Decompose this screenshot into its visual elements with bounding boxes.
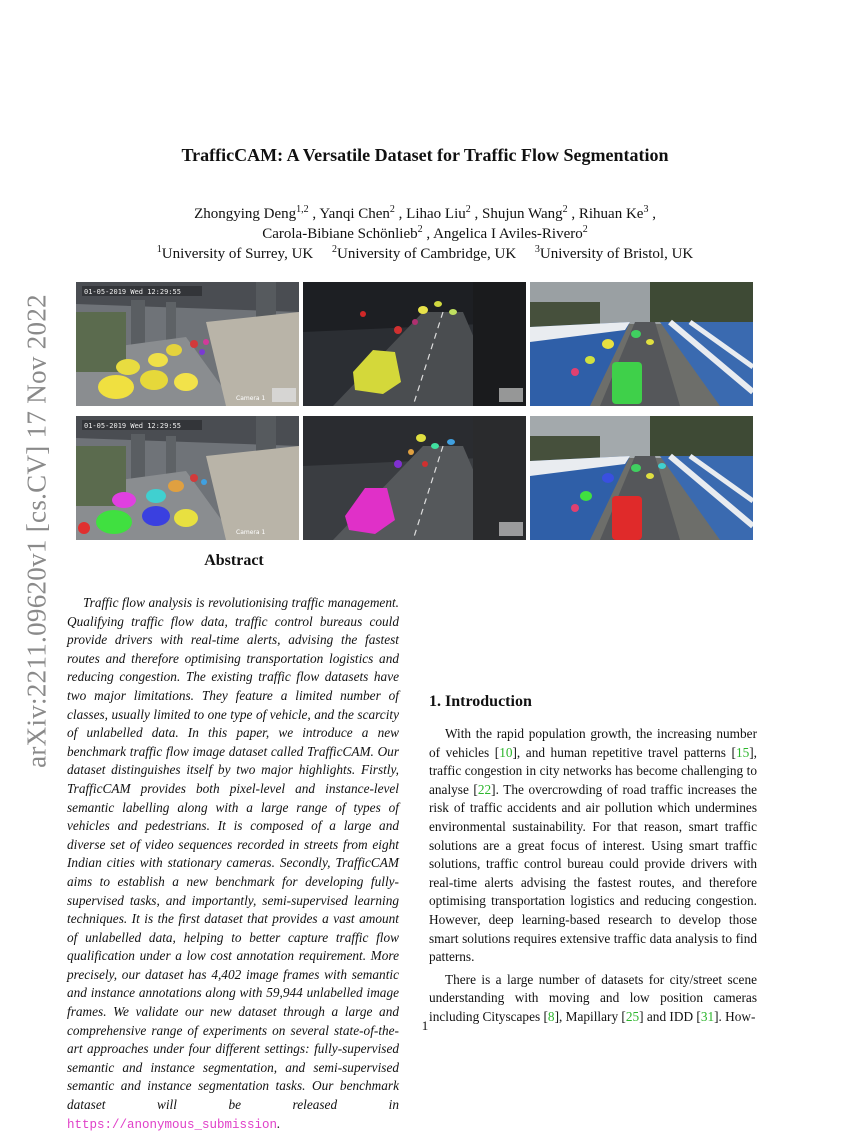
citation-link[interactable]: 10 [499,744,513,760]
citation-link[interactable]: 31 [700,1008,715,1024]
abstract-heading: Abstract [204,552,264,569]
timestamp-overlay: 01-05-2019 Wed 12:29:55 [84,288,181,296]
intro-paragraph-1: With the rapid population growth, the increasing number of vehicles [10], and human repetitive travel patterns [15], traffic congestion in city networks has become challenging to analyse [22]. The overcrowding of road traffic increases the risk of traffic accidents and air pollution which undermines environmental sustainability. For that reason, smart traffic solutions are a great focus of interest. Using smart traffic solutions, traffic control bureau could provide drivers with real-time alerts advising the fastest routes, and therefore optimising transportation logistics and reducing congestion. However, deep learning-based research to develop those smart solutions requires extensive traffic data analysis to find patterns. [429,726,757,965]
svg-text:01-05-2019 Wed 12:29:55: 01-05-2019 Wed 12:29:55 [84,422,181,430]
svg-text:Camera 1: Camera 1 [236,395,266,402]
figure-panel-highway [530,282,753,406]
author-line-1: Zhongying Deng$^{1,2}$ , Yanqi Chen$^2$ , Lihao Liu$^2$ , Shujun Wang$^2$ , Rihuan Ke$^3$ , [194,204,656,222]
citation-link[interactable]: 15 [735,744,750,760]
citation-link[interactable]: 22 [477,781,492,797]
arxiv-identifier: arXiv:2211.09620v1 [cs.CV] 17 Nov 2022 [21,293,52,768]
figure-panel-night-instance [303,416,526,540]
citation-link[interactable]: 25 [625,1008,640,1024]
author: Carola-Bibiane Schönlieb [262,226,418,242]
intro-paragraph-2: There is a large number of datasets for city/street scene understanding with moving and low position cameras including Cityscapes [8], Mapillary [25] and IDD [31]. How- [429,971,757,1024]
author: Rihuan Ke [578,206,644,222]
svg-text:Camera 1: Camera 1 [236,529,266,536]
figure-panel-flyover-instance [76,416,299,540]
intro-heading: 1. Introduction [429,693,532,710]
author: Angelica I Aviles-Rivero [433,226,583,242]
page-number: 1 [421,1018,429,1033]
abstract-text: Traffic flow analysis is revolutionising traffic management. Qualifying traffic flow data, traffic control bureaus could provide drivers with real-time alerts, advising the fastest routes and therefore optimising transportation logistics and reducing congestion. The existing traffic flow datasets have two major limitations. They feature a limited number of classes, usually limited to one type of vehicle, and the scarcity of unlabelled data. In this paper, we introduce a new benchmark traffic flow image dataset called TrafficCAM. Our dataset distinguishes itself by two major highlights. Firstly, TrafficCAM provides both pixel-level and instance-level semantic labelling along with a large range of types of vehicles and pedestrians. It is composed of a large and diverse set of video sequences recorded in streets from eight Indian cities with stationary cameras. Secondly, TrafficCAM aims to establish a new benchmark for developing fully-supervised tasks, and importantly, semi-supervised learning techniques. It is the first dataset that provides a vast amount of unlabelled data, helping to better capture traffic flow qualification under a low cost annotation requirement. More precisely, our dataset has 4,402 image frames with semantic and instance annotations along with 59,944 unlabelled image frames. We validate our new dataset through a large and comprehensive range of experiments on several state-of-the-art approaches under four different settings: fully-supervised semantic and instance segmentation, and semi-supervised semantic and instance segmentation tasks. Our benchmark dataset will be released in [67,595,399,1113]
author: Shujun Wang [482,206,563,222]
affiliations: $^1$University of Surrey, UK $^2$University of Cambridge, UK $^3$University of Bristol, UK [156,244,694,262]
release-link[interactable]: https://anonymous_submission [67,1117,278,1132]
affiliation: University of Bristol, UK [539,246,694,262]
figure-panel-highway-instance [530,416,753,540]
teaser-figure [76,282,753,540]
author-line-2: Carola-Bibiane Schönlieb$^2$ , Angelica I Aviles-Rivero$^2$ [262,224,588,242]
affiliation: University of Surrey, UK [161,246,314,262]
figure-panel-night [303,282,526,406]
citation-link[interactable]: 8 [547,1008,555,1024]
author: Lihao Liu [406,206,466,222]
figure-panel-flyover-day [76,282,299,406]
abstract-body: Traffic flow analysis is revolutionising traffic management. Qualifying traffic flow data, traffic control bureaus could provide drivers with real-time alerts, advising the fastest routes and therefore optimising transportation logistics and reducing congestion. The existing traffic flow datasets have two major limitations. They feature a limited number of classes, usually limited to one type of vehicle, and the scarcity of unlabelled data. In this paper, we introduce a new benchmark traffic flow image dataset called TrafficCAM. Our dataset distinguishes itself by two major highlights. Firstly, TrafficCAM provides both pixel-level and instance-level semantic labelling along with a large range of types of vehicles and pedestrians. It is composed of a large and diverse set of video sequences recorded in streets from eight Indian cities with stationary cameras. Secondly, TrafficCAM aims to establish a new benchmark for developing fully-supervised tasks, and importantly, semi-supervised learning techniques. It is the first dataset that provides a vast amount of unlabelled data, helping to better capture traffic flow qualification under a low cost annotation requirement. More precisely, our dataset has 4,402 image frames with semantic and instance annotations along with 59,944 unlabelled image frames. We validate our new dataset through a large and comprehensive range of experiments on several state-of-the-art approaches under four different settings: fully-supervised semantic and instance segmentation, and semi-supervised semantic and instance segmentation tasks. Our benchmark dataset will be released in https://anonymous_submission. [67,595,399,1132]
intro-body [429,725,757,1027]
paper-title: TrafficCAM: A Versatile Dataset for Traffic Flow Segmentation [181,145,669,165]
arxiv-sidebar [22,288,52,773]
author: Yanqi Chen [319,206,390,222]
author: Zhongying Deng [194,206,297,222]
affiliation: University of Cambridge, UK [337,246,517,262]
